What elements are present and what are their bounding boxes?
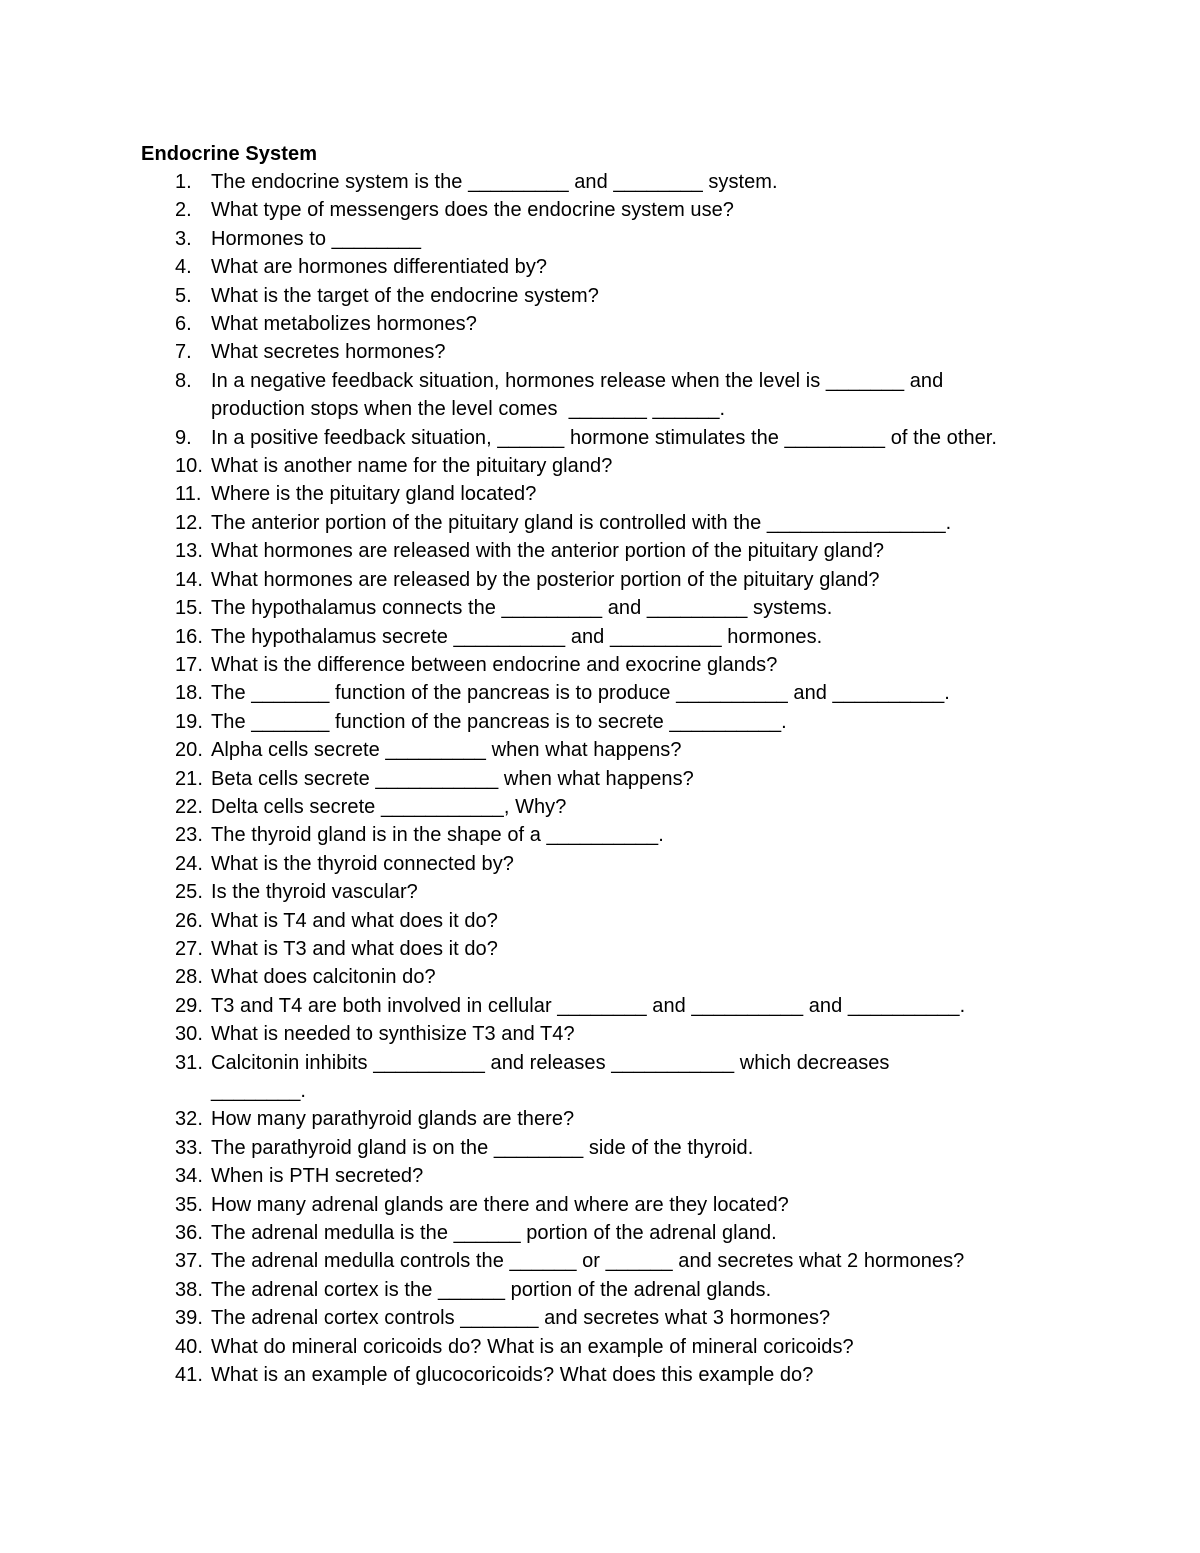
- question-text: T3 and T4 are both involved in cellular ________ and __________ and __________.: [211, 994, 966, 1017]
- question-number: 9.: [175, 426, 192, 449]
- question-item: [141, 452, 1141, 480]
- question-item: [141, 367, 1141, 424]
- question-item: [141, 878, 1141, 906]
- question-number: 11.: [175, 483, 202, 506]
- question-number: 26.: [175, 909, 203, 932]
- question-text: Delta cells secrete ___________, Why?: [211, 795, 567, 818]
- question-text: What hormones are released with the anterior portion of the pituitary gland?: [211, 540, 885, 563]
- question-text: Beta cells secrete ___________ when what happens?: [211, 767, 694, 790]
- question-number: 25.: [175, 881, 203, 904]
- question-text: The anterior portion of the pituitary gland is controlled with the ________________.: [211, 511, 952, 534]
- question-text: The adrenal cortex controls _______ and secretes what 3 hormones?: [211, 1307, 831, 1330]
- question-number: 1.: [175, 171, 192, 193]
- question-text: What is T4 and what does it do?: [211, 909, 498, 932]
- question-number: 38.: [175, 1278, 203, 1301]
- question-text: Is the thyroid vascular?: [211, 881, 418, 904]
- document-page: [141, 140, 1141, 1389]
- question-item: [141, 935, 1141, 963]
- question-text: What is an example of glucocoricoids? What does this example do?: [211, 1364, 814, 1387]
- question-text: What is another name for the pituitary gland?: [211, 455, 613, 478]
- question-text: What does calcitonin do?: [211, 966, 436, 989]
- question-item: [141, 537, 1141, 565]
- document-title: Endocrine System: [141, 143, 318, 165]
- question-item: [141, 282, 1141, 310]
- question-item: [141, 1219, 1141, 1247]
- question-text: The hypothalamus connects the _________ and _________ systems.: [211, 597, 833, 620]
- question-item: [141, 736, 1141, 764]
- question-item: [141, 566, 1141, 594]
- question-item: [141, 1049, 1141, 1106]
- question-item: [141, 1276, 1141, 1304]
- question-item: [141, 310, 1141, 338]
- question-number: 21.: [175, 767, 203, 790]
- question-number: 40.: [175, 1335, 203, 1358]
- question-item: [141, 1333, 1141, 1361]
- question-number: 22.: [175, 795, 203, 818]
- question-number: 29.: [175, 994, 203, 1017]
- question-number: 20.: [175, 739, 203, 762]
- question-item: [141, 1247, 1141, 1275]
- question-text: What is the difference between endocrine and exocrine glands?: [211, 653, 778, 676]
- question-item: [141, 651, 1141, 679]
- question-item: [141, 1191, 1141, 1219]
- question-item: [141, 168, 1141, 196]
- question-text: What is the target of the endocrine system?: [211, 284, 599, 307]
- question-item: [141, 1361, 1141, 1389]
- question-item: [141, 765, 1141, 793]
- question-number: 2.: [175, 199, 192, 222]
- question-number: 28.: [175, 966, 203, 989]
- question-item: [141, 1304, 1141, 1332]
- question-text: The hypothalamus secrete __________ and __________ hormones.: [211, 625, 823, 648]
- question-number: 5.: [175, 284, 192, 307]
- question-number: 33.: [175, 1136, 203, 1159]
- question-item: [141, 1162, 1141, 1190]
- question-text: Where is the pituitary gland located?: [211, 483, 537, 506]
- question-number: 8.: [175, 369, 192, 392]
- question-item: [141, 338, 1141, 366]
- question-item: [141, 963, 1141, 991]
- question-text: Calcitonin inhibits __________ and releases ___________ which decreases ________.: [211, 1051, 890, 1102]
- question-text: In a negative feedback situation, hormones release when the level is _______ and production stops when the level comes _______ ______.: [211, 369, 944, 421]
- question-item: [141, 679, 1141, 707]
- question-number: 13.: [175, 540, 203, 563]
- question-text: The endocrine system is the _________ and ________ system.: [211, 171, 778, 193]
- question-text: Alpha cells secrete _________ when what happens?: [211, 739, 682, 762]
- question-text: What are hormones differentiated by?: [211, 256, 548, 279]
- question-item: [141, 253, 1141, 281]
- question-text: The parathyroid gland is on the ________ side of the thyroid.: [211, 1136, 754, 1159]
- question-item: [141, 821, 1141, 849]
- question-text: The thyroid gland is in the shape of a __________.: [211, 824, 664, 847]
- question-text: When is PTH secreted?: [211, 1165, 424, 1188]
- question-text: The _______ function of the pancreas is to secrete __________.: [211, 710, 787, 733]
- question-item: [141, 1134, 1141, 1162]
- question-number: 15.: [175, 597, 203, 620]
- question-number: 27.: [175, 937, 203, 960]
- question-number: 17.: [175, 653, 203, 676]
- question-number: 7.: [175, 341, 192, 364]
- question-text: What secretes hormones?: [211, 341, 446, 364]
- question-number: 4.: [175, 256, 192, 279]
- question-item: [141, 850, 1141, 878]
- question-number: 32.: [175, 1108, 203, 1131]
- question-number: 6.: [175, 313, 192, 336]
- question-number: 36.: [175, 1222, 203, 1245]
- question-item: [141, 196, 1141, 224]
- question-text: What type of messengers does the endocrine system use?: [211, 199, 734, 222]
- question-text: What is T3 and what does it do?: [211, 937, 498, 960]
- question-text: How many parathyroid glands are there?: [211, 1108, 575, 1131]
- question-text: The adrenal medulla controls the ______ or ______ and secretes what 2 hormones?: [211, 1250, 965, 1273]
- question-number: 12.: [175, 511, 203, 534]
- question-text: What hormones are released by the posterior portion of the pituitary gland?: [211, 568, 880, 591]
- question-list: [141, 168, 1141, 1389]
- question-item: [141, 1105, 1141, 1133]
- question-item: [141, 480, 1141, 508]
- question-number: 39.: [175, 1307, 203, 1330]
- question-item: [141, 509, 1141, 537]
- question-number: 14.: [175, 568, 203, 591]
- question-item: [141, 424, 1141, 452]
- question-number: 24.: [175, 852, 203, 875]
- question-number: 3.: [175, 227, 192, 250]
- question-item: [141, 1020, 1141, 1048]
- question-number: 19.: [175, 710, 203, 733]
- question-number: 10.: [175, 455, 203, 478]
- question-item: [141, 708, 1141, 736]
- question-text: The adrenal medulla is the ______ portion of the adrenal gland.: [211, 1222, 777, 1245]
- question-number: 18.: [175, 682, 203, 705]
- question-text: What is needed to synthisize T3 and T4?: [211, 1023, 575, 1046]
- question-number: 31.: [175, 1051, 203, 1074]
- question-number: 16.: [175, 625, 203, 648]
- question-text: What metabolizes hormones?: [211, 313, 477, 336]
- question-text: How many adrenal glands are there and where are they located?: [211, 1193, 789, 1216]
- question-number: 34.: [175, 1165, 203, 1188]
- question-text: What is the thyroid connected by?: [211, 852, 514, 875]
- question-number: 37.: [175, 1250, 203, 1273]
- question-item: [141, 623, 1141, 651]
- question-number: 30.: [175, 1023, 203, 1046]
- question-item: [141, 992, 1141, 1020]
- question-number: 35.: [175, 1193, 203, 1216]
- question-text: The _______ function of the pancreas is to produce __________ and __________.: [211, 682, 950, 705]
- question-item: [141, 594, 1141, 622]
- question-text: In a positive feedback situation, ______ hormone stimulates the _________ of the other.: [211, 426, 997, 449]
- question-item: [141, 793, 1141, 821]
- question-number: 41.: [175, 1364, 203, 1387]
- question-item: [141, 225, 1141, 253]
- question-text: What do mineral coricoids do? What is an example of mineral coricoids?: [211, 1335, 854, 1358]
- question-text: The adrenal cortex is the ______ portion of the adrenal glands.: [211, 1278, 772, 1301]
- question-number: 23.: [175, 824, 203, 847]
- question-item: [141, 907, 1141, 935]
- question-text: Hormones to ________: [211, 227, 422, 250]
